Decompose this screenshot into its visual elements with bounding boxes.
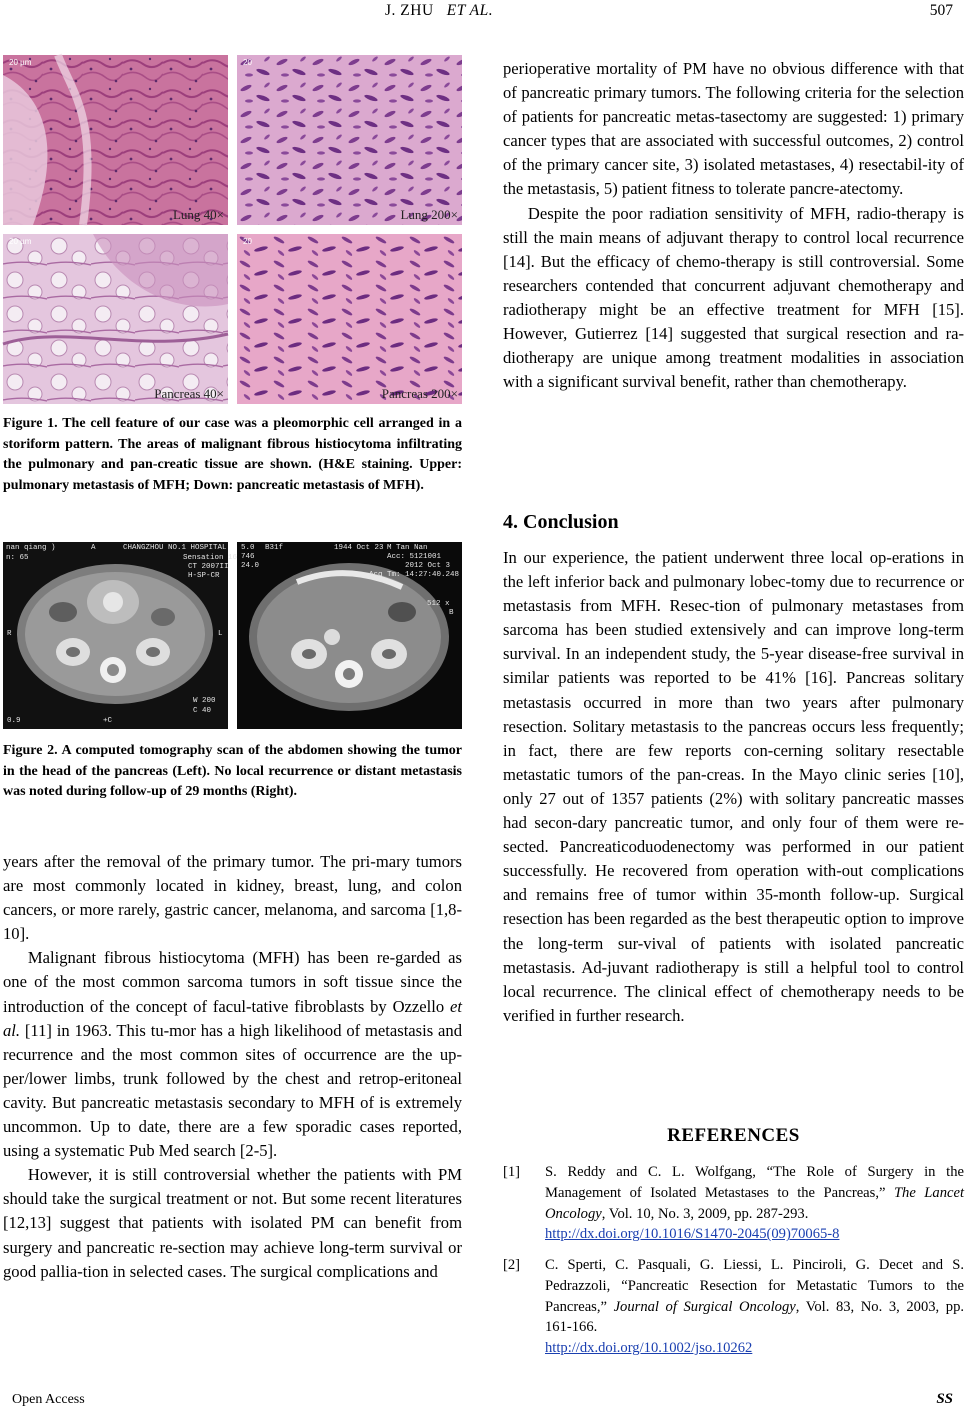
figure2-ct-right: [237, 542, 462, 729]
figure2-caption-text: Figure 2. A computed tomography scan of the abdomen showing the tumor in the head of the pancreas (Left). No local recurrence or distant metastasis was noted during follow-up of 29 months (Right).: [3, 743, 462, 800]
paragraph-italic: et al.: [3, 996, 462, 1040]
paragraph: In our experience, the patient underwent three local op-erations in the left inferior back and pulmonary lobec-tomy due to recurrence or metastasis from MFH. Resec-tion of pulmonary metastases from sarcoma has been studied extensively and can improve long-term survival. In an independent study, the 5-year disease-free survival in similar patients was reported to be 41% [16]. Pancreas solitary metastasis occurred in more than two years after pulmonary resection. Solitary metastasis to the pancreas occurs less frequently; in fact, there are few reports con-cerning solitary resectable metastatic tumors of the pan-creas. In the Mayo clinic series [10], only 27 out of 1357 patients (2%) with solitary pancreatic masses had secon-dary pancreatic tumor, and only four of them were re-sected. Pancreaticoduodenectomy was performed in our patient successfully. He recovered from operation with-out complications and remains free of tumor within 35-month follow-up. Surgical resection has been regarded as the best therapeutic option to improve the long-term sur-vival of patients with isolated pancreatic metastasis. Ad-juvant radiotherapy is still a helpful tool to control local recurrence. The clinical effect of chemotherapy needs to be verified in further research.: [503, 548, 964, 1025]
reference-item: [503, 1162, 964, 1245]
micrograph-image: [3, 55, 228, 225]
figure1-panel-lung-40x: [3, 55, 228, 225]
ct-contrast: +C: [103, 717, 113, 725]
left-column-text: [3, 850, 462, 1284]
ct-hospital: CHANGZHOU NO.1 HOSPITAL: [123, 544, 227, 552]
reference-number: [2]: [503, 1257, 521, 1273]
figure1-caption: [3, 414, 462, 496]
reference-journal: The Lancet Oncology: [545, 1184, 965, 1222]
reference-details: , Vol. 10, No. 3, 2009, pp. 287-293.: [601, 1205, 809, 1222]
ct-window-center: C 40: [193, 707, 212, 715]
figure2-ct-left: [3, 542, 238, 729]
micrograph-image: [237, 55, 462, 225]
ct-protocol: H-SP-CR: [188, 572, 220, 580]
ct-slice-thickness: 5.0: [241, 544, 255, 552]
ct-patient-name: nan qiang ): [6, 544, 56, 552]
section-heading-conclusion: 4. Conclusion: [503, 511, 619, 533]
page-number: 507: [929, 2, 953, 19]
reference-body: [545, 1255, 964, 1359]
ct-birth-date: 1944 Oct 23: [334, 544, 384, 552]
scale-bar-label: 20: [243, 58, 252, 67]
reference-details: , Vol. 83, No. 3, 2003, pp. 161-166.: [545, 1298, 965, 1336]
ct-fov: 24.0: [241, 562, 260, 570]
panel-label: Pancreas 40×: [154, 386, 224, 401]
footer-open-access: Open Access: [12, 1392, 85, 1407]
ct-scanner: Sensation 16: [183, 554, 238, 562]
reference-body: [545, 1162, 964, 1245]
figure1-caption-text: Figure 1. The cell feature of our case was a pleomorphic cell arranged in a storiform pattern. The areas of malignant fibrous histiocytoma infiltrating the pulmonary and pan-creatic tissue are shown. (H&E staining. Upper: pulmonary metastasis of MFH; Down: pancreatic metastasis of MFH).: [3, 416, 462, 493]
paragraph: However, it is still controversial whether the patients with PM should take the surgical treatment or not. But some recent literatures [12,13] suggest that patients with isolated PM can benefit from surgery and pancreatic re-section may achieve long-term survival or good pallia-tion in selected cases. The surgical complications and: [3, 1165, 462, 1281]
ct-marker-r: R: [7, 630, 12, 638]
reference-text: C. Sperti, C. Pasquali, G. Liessi, L. Pinciroli, G. Decet and S. Pedrazzoli, “Pancreatic Resection for Metastatic Tumors to the Pancreas,”: [545, 1257, 964, 1315]
ct-thickness: 0.9: [7, 717, 21, 725]
footer-journal-code: SS: [936, 1391, 953, 1407]
scale-bar-label: 20 µm: [9, 58, 32, 67]
paragraph: perioperative mortality of PM have no obvious difference with that of pancreatic primary tumors. The following criteria for the selection of patients for pancreatic metas-tasectomy are suggested: 1) primary cancer types that are associated with successful outcomes, 2) control of the primary cancer site, 3) isolated metastases, 4) resectabil-ity of the metastasis, 5) patient fitness to tolerate pancre-atectomy.: [503, 59, 964, 199]
paragraph: [3, 946, 462, 1163]
ct-window-width: W 200: [193, 697, 216, 705]
paragraph: Despite the poor radiation sensitivity of MFH, radio-therapy is still the main means of adjuvant therapy to control local recurrence [14]. But the efficacy of chemo-therapy is still controversial. Some researchers contended that concurrent adjuvant chemotherapy and radiotherapy might be an effective treatment for MFH [15]. However, Gutierrez [14] suggested that surgical resection and ra-diotherapy are unique among treatment modalities in association with a significant survival benefit, rather than chemotherapy.: [503, 203, 964, 392]
ct-series-number: n: 65: [6, 554, 29, 562]
ct-marker-b: B: [449, 609, 454, 617]
paragraph-part: Malignant fibrous histiocytoma (MFH) has been re-garded as one of the most common sarcoma tumors in soft tissue since the introduction of the concept of facul-tative fibroblasts by Ozzello: [3, 948, 462, 1016]
micrograph-image: [3, 234, 228, 404]
ct-kernel: B31f: [265, 544, 284, 552]
ct-marker-l: L: [218, 630, 223, 638]
ct-study: CT 2007II: [188, 563, 229, 571]
scale-bar-label: 20 µm: [9, 237, 32, 246]
ct-acq-time: Acq Tm: 14:27:40.248: [369, 571, 460, 579]
paragraph: years after the removal of the primary tumor. The pri-mary tumors are most commonly located in kidney, breast, lung, and colon cancers, or more rarely, gastric cancer, melanoma, and sarcoma [1,8-10].: [3, 852, 462, 944]
conclusion-text: [503, 546, 964, 1028]
ct-marker-a: A: [91, 544, 96, 552]
micrograph-image: [237, 234, 462, 404]
right-column-text: [503, 57, 964, 394]
panel-label: Lung 40×: [172, 207, 224, 222]
references-heading: REFERENCES: [667, 1125, 800, 1146]
scale-bar-label: 20: [243, 237, 252, 246]
ct-study-date: 2012 Oct 3: [405, 562, 451, 570]
panel-label: Pancreas 200×: [381, 386, 458, 401]
reference-journal: Journal of Surgical Oncology: [613, 1298, 796, 1315]
ct-patient-name: M Tan Nan: [387, 544, 428, 552]
reference-item: [503, 1255, 964, 1359]
paragraph-part: [11] in 1963. This tu-mor has a high likelihood of metastasis and recurrence and the most common sites of occurrence are the up-per/lower limbs, trunk followed by the chest and retrop-eritoneal cavity. But pancreatic metastasis secondary to MFH of is extremely uncommon. Up to date, there are a few sporadic cases reported, using a systematic Pub Med search [2-5].: [3, 1020, 462, 1161]
figure2-caption: [3, 741, 462, 803]
header-title: [385, 2, 493, 20]
reference-doi-link[interactable]: http://dx.doi.org/10.1016/S1470-2045(09)70065-8: [545, 1226, 840, 1243]
figure1-panel-pancreas-200x: [237, 234, 462, 404]
reference-number: [1]: [503, 1164, 521, 1180]
figure1-panel-pancreas-40x: [3, 234, 228, 404]
figure1-panel-lung-200x: [237, 55, 462, 225]
panel-label: Lung 200×: [400, 207, 458, 222]
ct-mas: 746: [241, 553, 255, 561]
header-etal: ET AL.: [446, 2, 494, 19]
reference-doi-link[interactable]: http://dx.doi.org/10.1002/jso.10262: [545, 1340, 753, 1357]
header-author: J. ZHU: [385, 2, 434, 19]
ct-matrix: 512 x: [427, 600, 450, 608]
reference-text: S. Reddy and C. L. Wolfgang, “The Role of Surgery in the Management of Isolated Metastases to the Pancreas,”: [545, 1164, 964, 1201]
ct-accession: Acc: 5121001: [387, 553, 442, 561]
